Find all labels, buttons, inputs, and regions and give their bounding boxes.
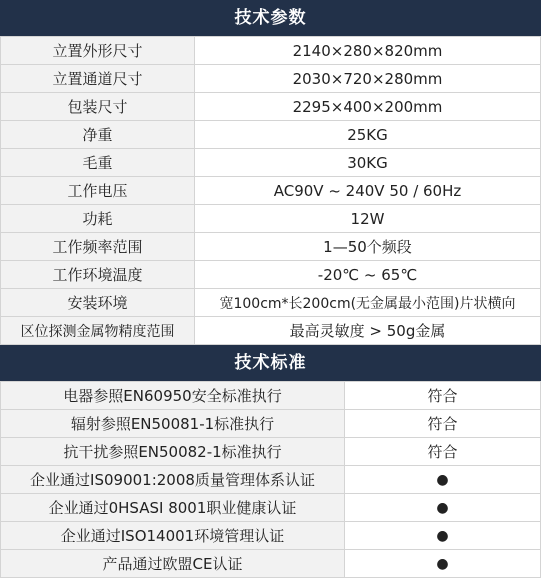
row-value: 宽100cm*长200cm(无金属最小范围)片状横向: [195, 289, 541, 317]
table-row: [1, 522, 541, 550]
row-label: 区位探测金属物精度范围: [1, 317, 195, 345]
row-label: 电器参照EN60950安全标准执行: [1, 382, 345, 410]
table-row: [1, 438, 541, 466]
section-title-standards: 技术标准: [0, 345, 541, 381]
row-value: 1—50个频段: [195, 233, 541, 261]
row-value: 2140×280×820mm: [195, 37, 541, 65]
row-label: 辐射参照EN50081-1标准执行: [1, 410, 345, 438]
row-value: AC90V ~ 240V 50 / 60Hz: [195, 177, 541, 205]
row-label: 企业通过IS09001:2008质量管理体系认证: [1, 466, 345, 494]
table-row: [1, 65, 541, 93]
row-value: 25KG: [195, 121, 541, 149]
bullet-mark: ●: [345, 550, 541, 578]
row-label: 产品通过欧盟CE认证: [1, 550, 345, 578]
table-row: [1, 261, 541, 289]
section-title-parameters: 技术参数: [0, 0, 541, 36]
row-value: 符合: [345, 382, 541, 410]
row-value: 12W: [195, 205, 541, 233]
bullet-mark: ●: [345, 522, 541, 550]
row-value: 最高灵敏度 > 50g金属: [195, 317, 541, 345]
row-label: 企业通过ISO14001环境管理认证: [1, 522, 345, 550]
table-row: [1, 37, 541, 65]
bullet-mark: ●: [345, 466, 541, 494]
row-label: 工作电压: [1, 177, 195, 205]
row-value: 30KG: [195, 149, 541, 177]
standards-table: [0, 381, 541, 578]
parameters-table: [0, 36, 541, 345]
table-row: [1, 177, 541, 205]
table-row: [1, 121, 541, 149]
table-row: [1, 550, 541, 578]
table-row: [1, 233, 541, 261]
row-label: 毛重: [1, 149, 195, 177]
row-value: -20℃ ~ 65℃: [195, 261, 541, 289]
row-label: 抗干扰参照EN50082-1标准执行: [1, 438, 345, 466]
row-label: 净重: [1, 121, 195, 149]
row-label: 企业通过0HSASI 8001职业健康认证: [1, 494, 345, 522]
row-value: 2030×720×280mm: [195, 65, 541, 93]
row-label: 立置通道尺寸: [1, 65, 195, 93]
table-row: [1, 289, 541, 317]
table-row: [1, 494, 541, 522]
row-value: 符合: [345, 438, 541, 466]
row-value: 2295×400×200mm: [195, 93, 541, 121]
bullet-mark: ●: [345, 494, 541, 522]
table-row: [1, 149, 541, 177]
table-row: [1, 382, 541, 410]
row-label: 工作频率范围: [1, 233, 195, 261]
table-row: [1, 93, 541, 121]
row-label: 安装环境: [1, 289, 195, 317]
table-row: [1, 410, 541, 438]
row-label: 工作环境温度: [1, 261, 195, 289]
table-row: [1, 205, 541, 233]
row-label: 功耗: [1, 205, 195, 233]
row-value: 符合: [345, 410, 541, 438]
row-label: 包装尺寸: [1, 93, 195, 121]
table-row: [1, 317, 541, 345]
row-label: 立置外形尺寸: [1, 37, 195, 65]
table-row: [1, 466, 541, 494]
